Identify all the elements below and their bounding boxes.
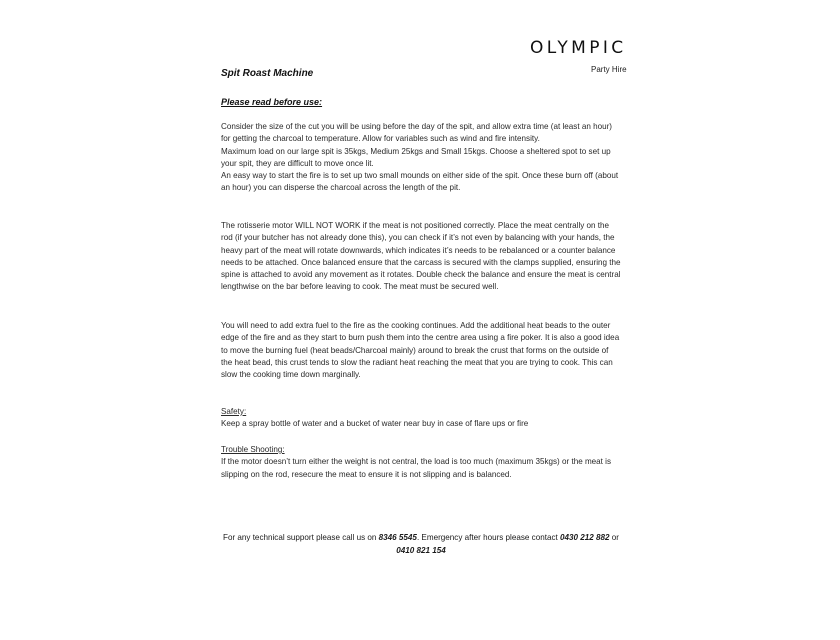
- troubleshooting-section: [221, 444, 621, 481]
- rotisserie-section: [221, 220, 621, 294]
- fuel-section: [221, 320, 621, 381]
- intro-section: [221, 121, 621, 195]
- emergency-phone-1: 0430 212 882: [560, 533, 610, 542]
- document-title: Spit Roast Machine: [221, 68, 314, 79]
- footer-text-middle: . Emergency after hours please contact: [416, 533, 561, 542]
- support-footer: [220, 532, 622, 557]
- troubleshooting-text: If the motor doesn’t turn either the weight is not central, the load is too much (maximum 35kgs) or the meat is slipping on the rod, resecure the meat to ensure it is not slipping and is balanced.: [221, 457, 612, 479]
- footer-text-before: For any technical support please call us on: [223, 533, 379, 542]
- safety-section: [221, 406, 621, 431]
- support-phone: 8346 5545: [378, 533, 417, 542]
- safety-heading: Safety:: [221, 407, 247, 416]
- rotisserie-paragraph: The rotisserie motor WILL NOT WORK if the meat is not positioned correctly. Place the meat centrally on the rod (if your butcher has not already done this), you can check if it’s not even by balancing with your hands, the heavy part of the meat will rotate downwards, which indicates it’s needs to be rebalanced or a counter balance needs to be attached. Once balanced ensure that the carcass is secured with the clamps supplied, ensuring the spine is attached to avoid any movement as it rotates. Double check the balance and ensure the meat is central lengthwise on the bar before leaving to cook. The meat must be secured well.: [221, 221, 621, 292]
- brand-subtitle: Party Hire: [591, 65, 627, 74]
- intro-line-3: An easy way to start the fire is to set up two small mounds on either side of the spit. Once these burn off (about an hour) you can disperse the charcoal across the length of the pit.: [221, 171, 619, 193]
- fuel-paragraph: You will need to add extra fuel to the fire as the cooking continues. Add the additional heat beads to the outer edge of the fire and as they start to burn push them into the centre area using a fire poker. It is also a good idea to move the burning fuel (heat beads/Charcoal mainly) around to break the crust that forms on the outside of the heat bead, this crust tends to slow the radiant heat reaching the meat that you are trying to cook. This can slow the cooking time down marginally.: [221, 321, 620, 380]
- read-before-use-heading: Please read before use:: [221, 97, 323, 107]
- intro-line-1: Consider the size of the cut you will be using before the day of the spit, and allow extra time (at least an hour) for getting the charcoal to temperature. Allow for variables such as wind and fire intensity.: [221, 122, 612, 144]
- troubleshooting-heading: Trouble Shooting:: [221, 445, 285, 454]
- emergency-phone-2: 0410 821 154: [396, 545, 446, 555]
- brand-logo: OLYMPIC: [530, 38, 627, 58]
- intro-line-2: Maximum load on our large spit is 35kgs, Medium 25kgs and Small 15kgs. Choose a sheltered spot to set up your spit, they are difficult to move once lit.: [221, 146, 611, 168]
- safety-text: Keep a spray bottle of water and a bucket of water near buy in case of flare ups or fire: [221, 419, 529, 429]
- footer-text-or: or: [609, 533, 619, 542]
